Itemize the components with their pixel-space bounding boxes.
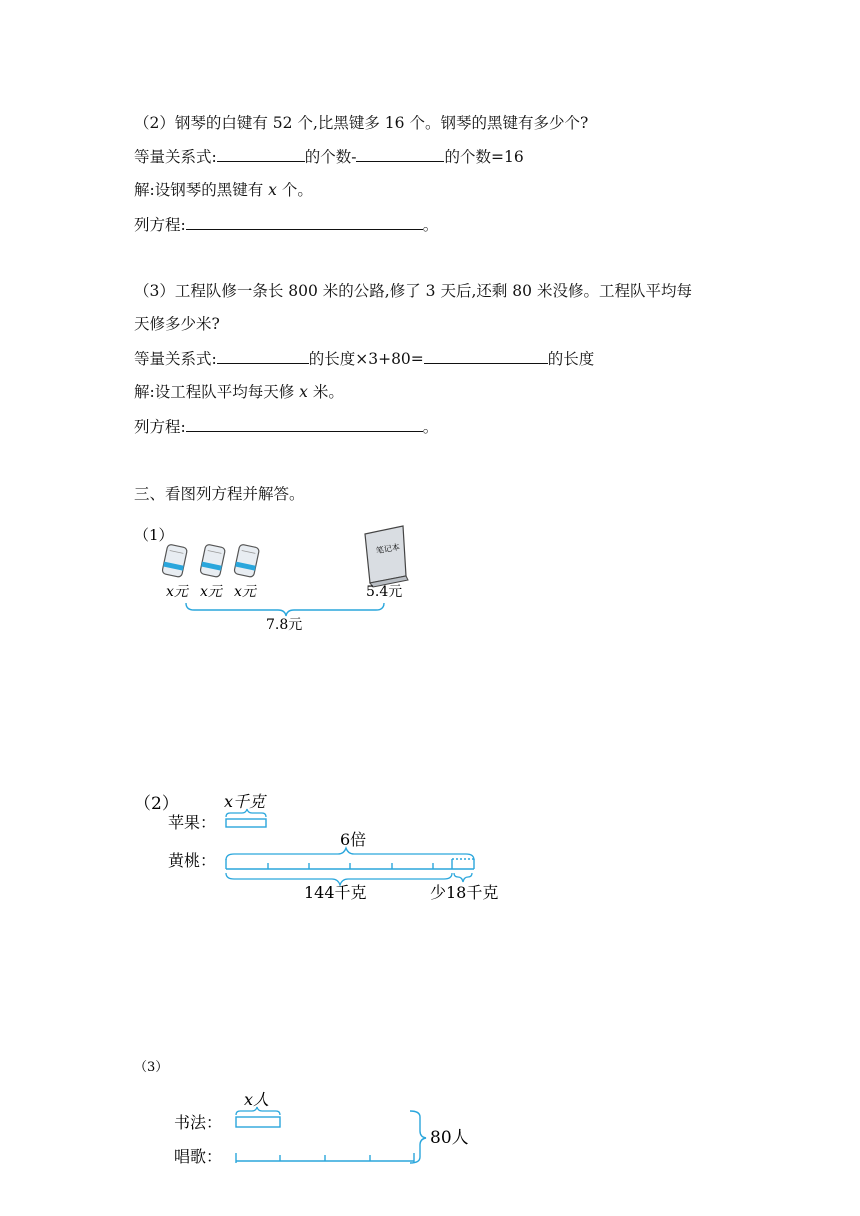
notebook-icon bbox=[365, 526, 408, 587]
notebook-cover-text: 笔记本 bbox=[375, 542, 401, 556]
eraser-price-2: x元 bbox=[200, 584, 222, 600]
q3-relation-mid: 的长度×3+80= bbox=[308, 350, 424, 368]
total-weight: 144千克 bbox=[304, 883, 367, 902]
calligraphy-bar bbox=[236, 1117, 280, 1127]
apple-label: 苹果： bbox=[168, 813, 217, 832]
section-heading: 三、看图列方程并解答。 bbox=[134, 485, 305, 503]
q2-blank-1[interactable] bbox=[217, 146, 305, 162]
total-people: 80人 bbox=[430, 1128, 469, 1148]
peach-label: 黄桃： bbox=[168, 851, 217, 870]
q2-title: （2）钢琴的白键有 52 个,比黑键多 16 个。钢琴的黑键有多少个? bbox=[134, 114, 589, 132]
singing-label: 唱歌： bbox=[174, 1147, 223, 1166]
q3-solution bbox=[134, 382, 344, 402]
less-weight: 少18千克 bbox=[430, 883, 499, 902]
q3-solution-var: x bbox=[299, 383, 308, 401]
q3-blank-1[interactable] bbox=[217, 348, 309, 364]
times-brace bbox=[226, 848, 474, 860]
fig2-number: （2） bbox=[134, 794, 179, 814]
q2-relation-label: 等量关系式: bbox=[134, 148, 217, 166]
singing-bar bbox=[236, 1153, 414, 1163]
q3-equation-blank[interactable] bbox=[186, 416, 423, 432]
q3-relation-label: 等量关系式: bbox=[134, 350, 217, 368]
fig3-number: （3） bbox=[134, 1060, 169, 1075]
q3-relation-end: 的长度 bbox=[547, 350, 595, 368]
q2-equation-end: 。 bbox=[422, 216, 439, 234]
q3-title-line1: （3）工程队修一条长 800 米的公路,修了 3 天后,还剩 80 米没修。工程队平均每 bbox=[134, 282, 692, 300]
q2-relation bbox=[134, 146, 524, 167]
total-price: 7.8元 bbox=[266, 617, 303, 633]
q3-blank-2[interactable] bbox=[424, 348, 548, 364]
apple-amount: x千克 bbox=[224, 792, 266, 811]
q2-equation-label: 列方程: bbox=[134, 216, 186, 234]
apple-bar bbox=[226, 819, 266, 827]
q3-solution-post: 米。 bbox=[307, 383, 344, 401]
calligraphy-amount: x人 bbox=[244, 1090, 270, 1109]
calligraphy-label: 书法： bbox=[174, 1113, 223, 1132]
q3-solution-pre: 解:设工程队平均每天修 bbox=[134, 383, 300, 401]
figure-3 bbox=[130, 1055, 490, 1170]
notebook-price: 5.4元 bbox=[366, 584, 403, 600]
calligraphy-brace bbox=[236, 1107, 280, 1115]
q3-title-line2: 天修多少米? bbox=[134, 315, 220, 333]
peach-bar bbox=[226, 859, 474, 869]
q3-equation-label: 列方程: bbox=[134, 418, 186, 436]
eraser-price-3: x元 bbox=[234, 584, 256, 600]
q3-relation bbox=[134, 348, 594, 369]
q2-relation-end: 的个数=16 bbox=[444, 148, 524, 166]
q2-relation-mid: 的个数- bbox=[304, 148, 357, 166]
q2-solution-pre: 解:设钢琴的黑键有 bbox=[134, 181, 269, 199]
q2-solution bbox=[134, 180, 313, 200]
q2-blank-2[interactable] bbox=[356, 146, 444, 162]
eraser-icon bbox=[234, 544, 260, 578]
fig1-number: （1） bbox=[134, 526, 174, 544]
q2-equation-blank[interactable] bbox=[186, 214, 423, 230]
total-brace bbox=[410, 1111, 426, 1163]
eraser-icon bbox=[200, 544, 226, 578]
q2-equation bbox=[134, 214, 438, 235]
q2-solution-post: 个。 bbox=[276, 181, 313, 199]
total-brace bbox=[186, 603, 384, 616]
figure-2 bbox=[130, 785, 520, 905]
figure-1 bbox=[130, 520, 430, 635]
eraser-price-1: x元 bbox=[166, 584, 188, 600]
eraser-icon bbox=[162, 544, 188, 578]
q3-equation bbox=[134, 416, 438, 437]
q2-solution-var: x bbox=[268, 181, 277, 199]
times-label: 6倍 bbox=[340, 830, 367, 849]
less-brace bbox=[454, 873, 472, 882]
q3-equation-end: 。 bbox=[422, 418, 439, 436]
